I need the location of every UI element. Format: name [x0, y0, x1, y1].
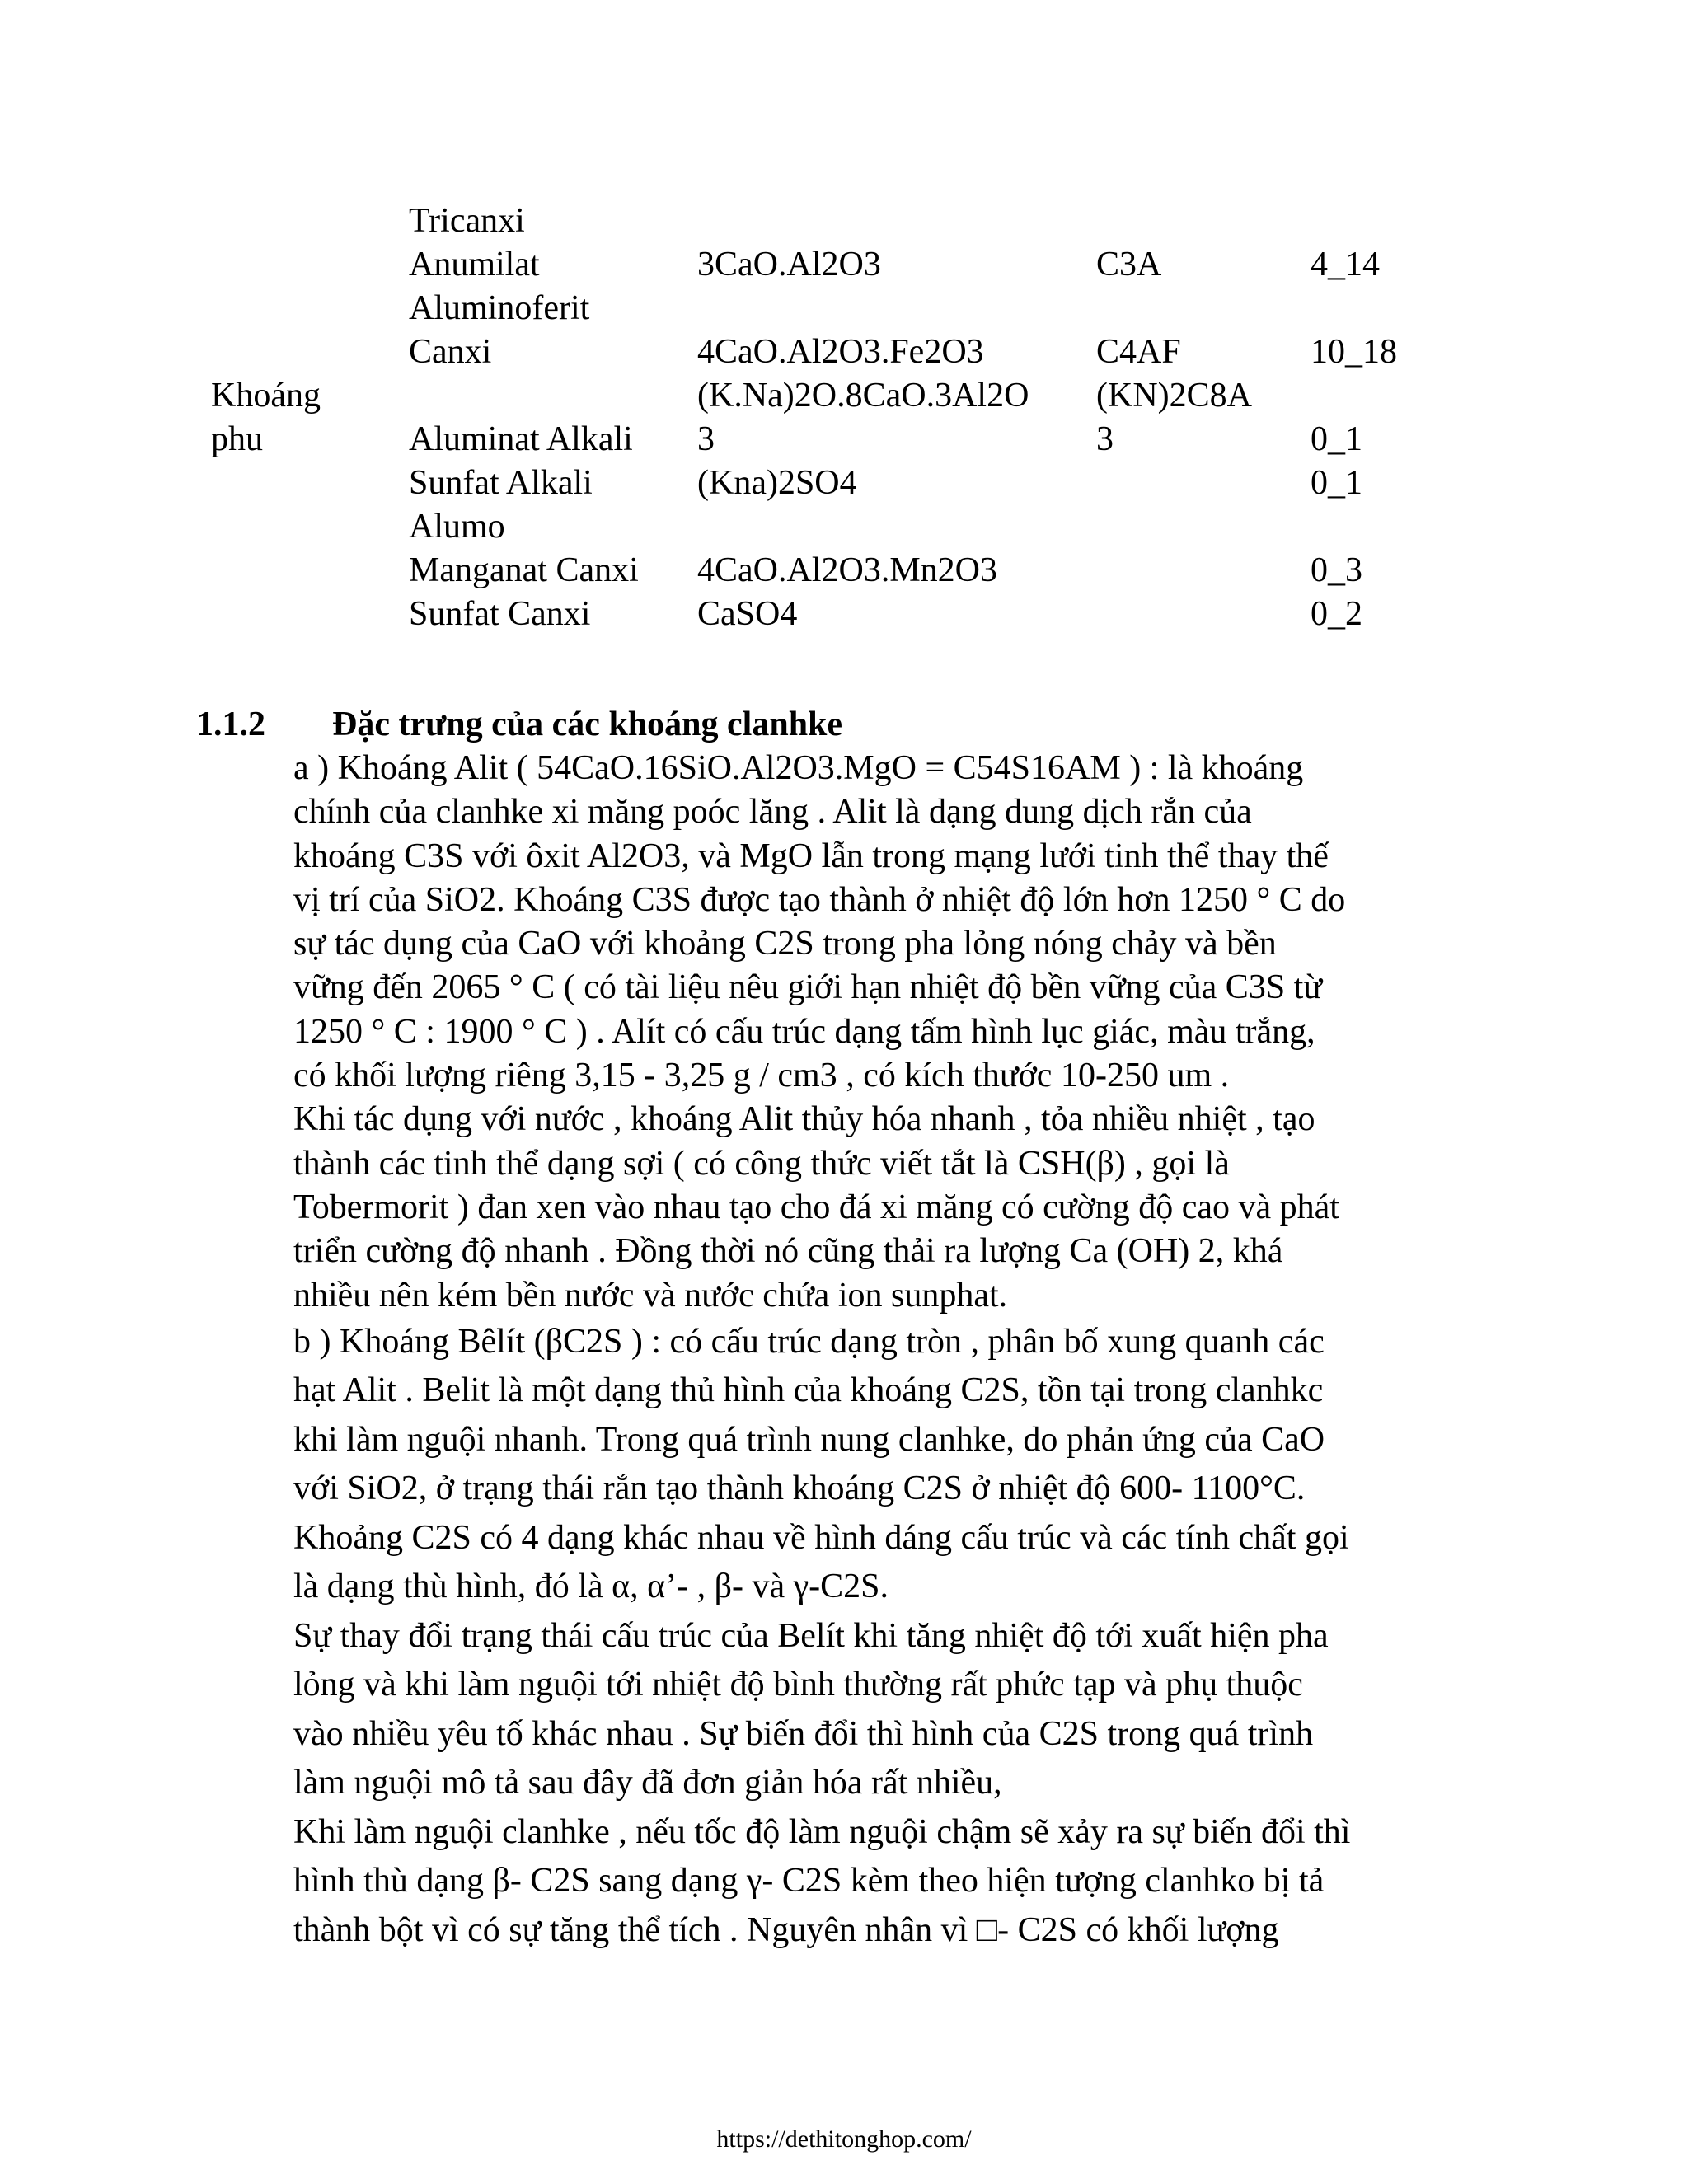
section-heading	[196, 703, 842, 747]
table-column-percentages: 4_14 10_18 0_1 0_1 0_3 0_2	[1311, 246, 1397, 633]
table-column-mineral-names: Tricanxi Anumilat Aluminoferit Canxi Aluminat Alkali Sunfat Alkali Alumo Manganat Canxi Sunfat Canxi	[409, 202, 639, 633]
paragraph-cooling: Khi làm nguội clanhke , nếu tốc độ làm nguội chậm sẽ xảy ra sự biến đổi thì hình thù dạng β- C2S sang dạng γ- C2S kèm theo hiện tượng clanhko bị tả thành bột vì có sự tăng thể tích . Nguyên nhân vì □- C2S có khối lượng	[293, 1812, 1351, 1949]
footer-url: https://dethitonghop.com/	[716, 2125, 972, 2153]
paragraph-transform: Sự thay đổi trạng thái cấu trúc của Belít khi tăng nhiệt độ tới xuất hiện pha lỏng và khi làm nguội tới nhiệt độ bình thường rất phức tạp và phụ thuộc vào nhiều yêu tố khác nhau . Sự biến đổi thì hình của C2S trong quá trình làm nguội mô tả sau đây đã đơn giản hóa rất nhiều,	[293, 1616, 1329, 1802]
table-column-formulas: 3CaO.Al2O3 4CaO.Al2O3.Fe2O3 (K.Na)2O.8CaO.3Al2O 3 (Kna)2SO4 4CaO.Al2O3.Mn2O3 CaSO4	[697, 246, 1029, 633]
table-group-label: Khoáng phu	[211, 377, 321, 458]
paragraph-alit-water: Khi tác dụng với nước , khoáng Alit thủy hóa nhanh , tỏa nhiều nhiệt , tạo thành các tinh thể dạng sợi ( có công thức viết tắt là CSH(β) , gọi là Tobermorit ) đan xen vào nhau tạo cho đá xi măng có cường độ cao và phát triển cường độ nhanh . Đồng thời nó cũng thải ra lượng Ca (OH) 2, khá nhiều nên kém bền nước và nước chứa ion sunphat.	[293, 1100, 1339, 1315]
paragraph-alit: a ) Khoáng Alit ( 54CaO.16SiO.Al2O3.MgO = C54S16AM ) : là khoáng chính của clanhke xi măng poóc lăng . Alit là dạng dung dịch rắn của khoáng C3S với ôxit Al2O3, và MgO lẫn trong mạng lưới tinh thể thay thế vị trí của SiO2. Khoáng C3S được tạo thành ở nhiệt độ lớn hơn 1250 ° C do sự tác dụng của CaO với khoảng C2S trong pha lỏng nóng chảy và bền vững đến 2065 ° C ( có tài liệu nêu giới hạn nhiệt độ bền vững của C3S từ 1250 ° C : 1900 ° C ) . Alít có cấu trúc dạng tấm hình lục giác, màu trắng, có khối lượng riêng 3,15 - 3,25 g / cm3 , có kích thước 10-250 um .	[293, 749, 1346, 1095]
section-body	[293, 747, 1497, 1955]
table-column-abbreviations: C3A C4AF (KN)2C8A 3	[1096, 246, 1252, 458]
paragraph-belit: b ) Khoáng Bêlít (βC2S ) : có cấu trúc dạng tròn , phân bố xung quanh các hạt Alit . Belit là một dạng thủ hình của khoáng C2S, tồn tại trong clanhkc khi làm nguội nhanh. Trong quá trình nung clanhke, do phản ứng của CaO với SiO2, ở trạng thái rắn tạo thành khoáng C2S ở nhiệt độ 600- 1100°C. Khoảng C2S có 4 dạng khác nhau về hình dáng cấu trúc và các tính chất gọi là dạng thù hình, đó là α, α’- , β- và γ-C2S.	[293, 1322, 1349, 1606]
section-title: Đặc trưng của các khoáng clanhke	[332, 705, 843, 743]
section-number: 1.1.2	[196, 705, 265, 743]
